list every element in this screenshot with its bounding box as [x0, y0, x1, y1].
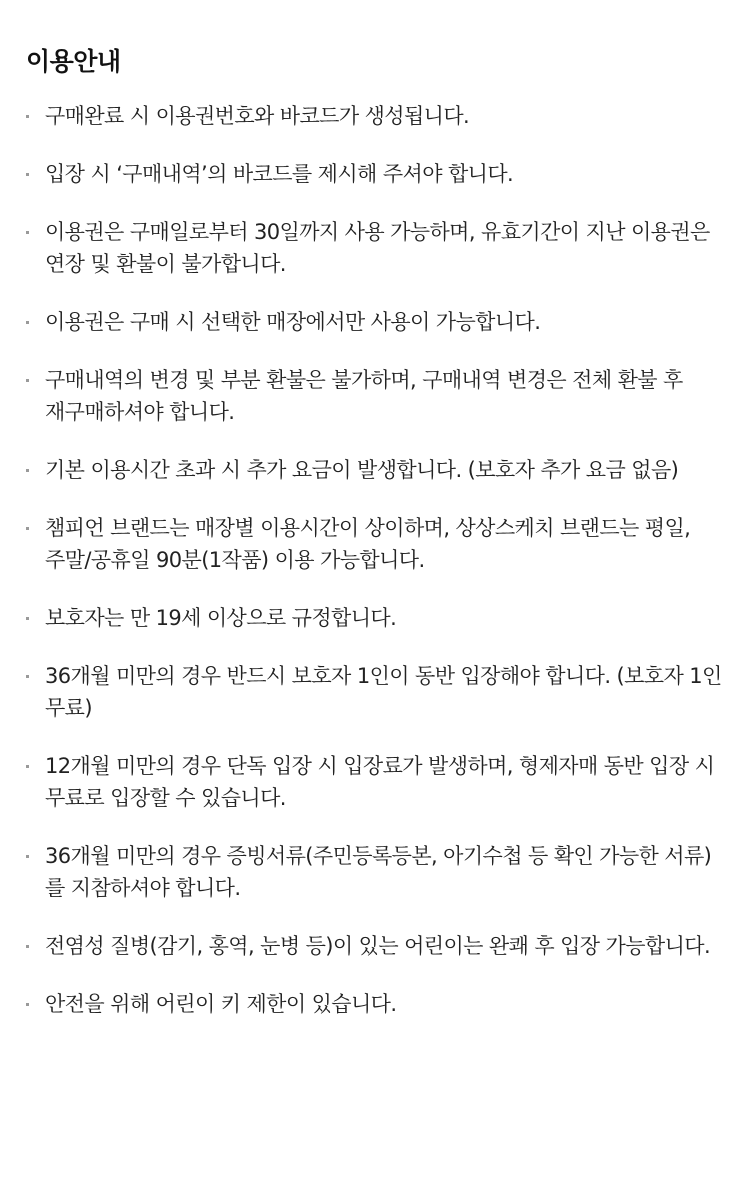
bullet-icon — [26, 945, 29, 948]
list-item-text: 입장 시 ‘구매내역’의 바코드를 제시해 주셔야 합니다. — [45, 162, 514, 186]
list-item-text: 챔피언 브랜드는 매장별 이용시간이 상이하며, 상상스케치 브랜드는 평일, 주말/공휴일 90분(1작품) 이용 가능합니다. — [45, 516, 691, 572]
bullet-icon — [26, 675, 29, 678]
bullet-icon — [26, 321, 29, 324]
list-item-text: 보호자는 만 19세 이상으로 규정합니다. — [45, 606, 397, 630]
list-item — [26, 306, 724, 338]
bullet-icon — [26, 379, 29, 382]
list-item-text: 구매완료 시 이용권번호와 바코드가 생성됩니다. — [45, 104, 470, 128]
bullet-icon — [26, 765, 29, 768]
list-item-text: 36개월 미만의 경우 반드시 보호자 1인이 동반 입장해야 합니다. (보호자 1인 무료) — [45, 664, 722, 720]
section-title: 이용안내 — [26, 47, 121, 76]
list-item — [26, 750, 724, 814]
list-item-text: 전염성 질병(감기, 홍역, 눈병 등)이 있는 어린이는 완쾌 후 입장 가능합니다. — [45, 934, 711, 958]
list-item — [26, 840, 724, 904]
list-item — [26, 602, 724, 634]
bullet-icon — [26, 173, 29, 176]
list-item-text: 12개월 미만의 경우 단독 입장 시 입장료가 발생하며, 형제자매 동반 입장 시 무료로 입장할 수 있습니다. — [45, 754, 715, 810]
list-item-text: 이용권은 구매일로부터 30일까지 사용 가능하며, 유효기간이 지난 이용권은 연장 및 환불이 불가합니다. — [45, 220, 710, 276]
list-item — [26, 512, 724, 576]
list-item — [26, 454, 724, 486]
list-item — [26, 988, 724, 1020]
bullet-icon — [26, 617, 29, 620]
bullet-icon — [26, 855, 29, 858]
bullet-icon — [26, 115, 29, 118]
usage-guide-list — [26, 100, 724, 1020]
list-item — [26, 364, 724, 428]
list-item-text: 36개월 미만의 경우 증빙서류(주민등록등본, 아기수첩 등 확인 가능한 서류)를 지참하셔야 합니다. — [45, 844, 712, 900]
list-item — [26, 216, 724, 280]
list-item-text: 기본 이용시간 초과 시 추가 요금이 발생합니다. (보호자 추가 요금 없음) — [45, 458, 679, 482]
bullet-icon — [26, 231, 29, 234]
bullet-icon — [26, 527, 29, 530]
list-item — [26, 930, 724, 962]
list-item — [26, 660, 724, 724]
list-item — [26, 158, 724, 190]
list-item-text: 안전을 위해 어린이 키 제한이 있습니다. — [45, 992, 397, 1016]
list-item-text: 구매내역의 변경 및 부분 환불은 불가하며, 구매내역 변경은 전체 환불 후 재구매하셔야 합니다. — [45, 368, 683, 424]
bullet-icon — [26, 469, 29, 472]
list-item-text: 이용권은 구매 시 선택한 매장에서만 사용이 가능합니다. — [45, 310, 541, 334]
bullet-icon — [26, 1003, 29, 1006]
list-item — [26, 100, 724, 132]
